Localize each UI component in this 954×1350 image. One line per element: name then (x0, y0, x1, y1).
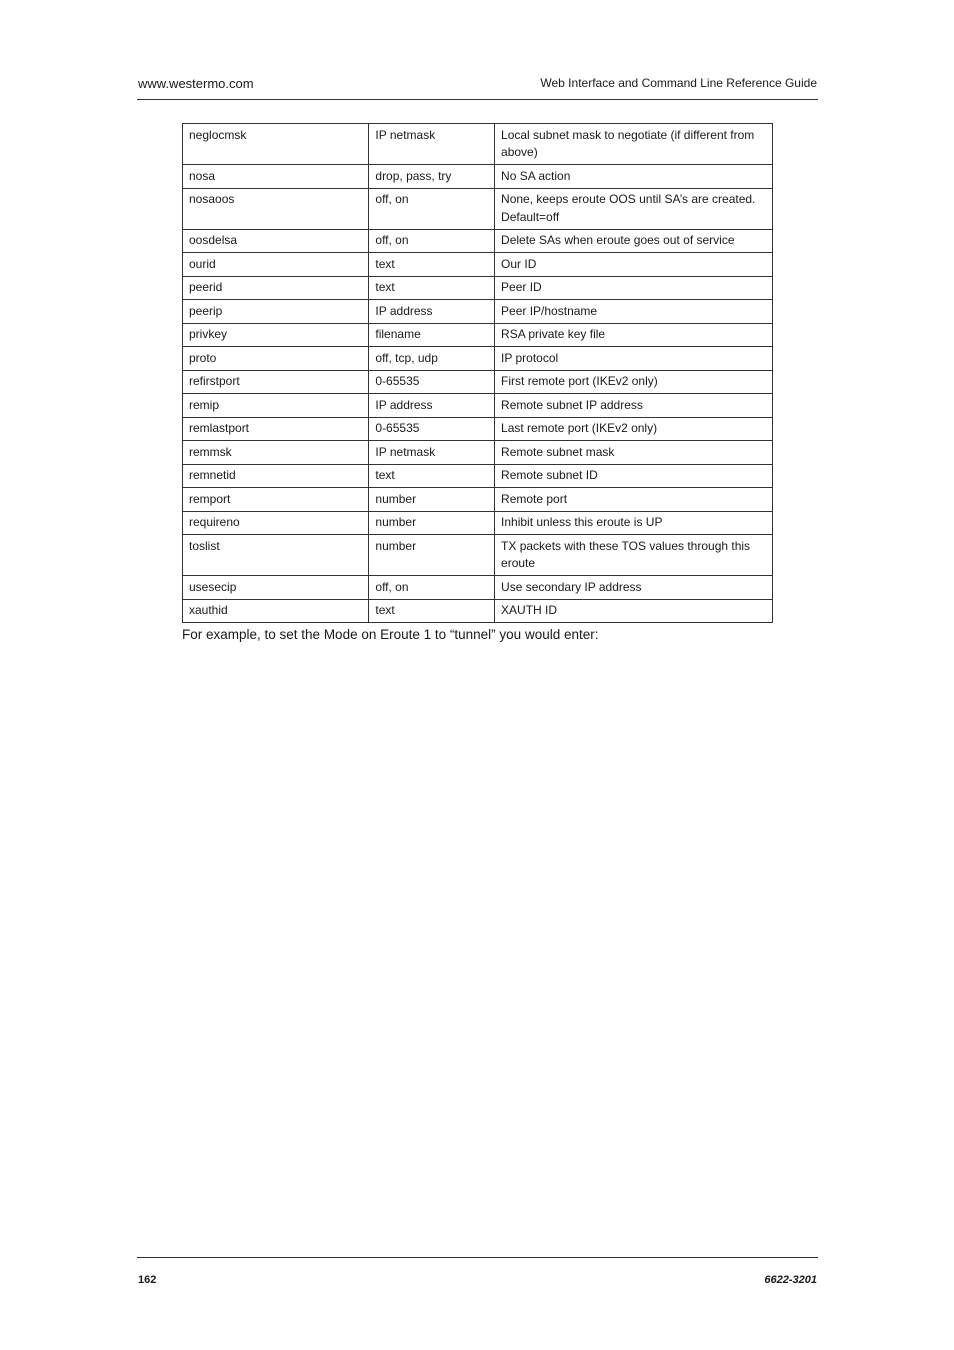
table-row (183, 347, 773, 371)
param-cell: peerip (183, 300, 369, 324)
param-cell: remnetid (183, 464, 369, 488)
param-cell: ourid (183, 253, 369, 277)
param-cell: requireno (183, 511, 369, 535)
table-row (183, 276, 773, 300)
type-cell: off, on (369, 188, 495, 229)
type-cell: 0-65535 (369, 417, 495, 441)
type-cell: drop, pass, try (369, 165, 495, 189)
table-row (183, 370, 773, 394)
parameter-table-body (183, 124, 773, 623)
description-cell: Peer IP/hostname (495, 300, 773, 324)
param-cell: xauthid (183, 599, 369, 623)
table-row (183, 576, 773, 600)
param-cell: neglocmsk (183, 124, 369, 165)
table-row (183, 165, 773, 189)
type-cell: IP address (369, 394, 495, 418)
description-cell: Our ID (495, 253, 773, 277)
param-cell: nosaoos (183, 188, 369, 229)
type-cell: IP netmask (369, 124, 495, 165)
table-row (183, 535, 773, 576)
table-row (183, 229, 773, 253)
footer-divider (137, 1257, 818, 1258)
table-row (183, 323, 773, 347)
description-cell: XAUTH ID (495, 599, 773, 623)
description-cell: Delete SAs when eroute goes out of service (495, 229, 773, 253)
param-cell: peerid (183, 276, 369, 300)
description-cell: TX packets with these TOS values through this eroute (495, 535, 773, 576)
param-cell: oosdelsa (183, 229, 369, 253)
example-paragraph: For example, to set the Mode on Eroute 1 to “tunnel” you would enter: (182, 627, 599, 642)
table-row (183, 488, 773, 512)
param-cell: toslist (183, 535, 369, 576)
table-row (183, 511, 773, 535)
param-cell: usesecip (183, 576, 369, 600)
type-cell: 0-65535 (369, 370, 495, 394)
param-cell: remlastport (183, 417, 369, 441)
param-cell: refirstport (183, 370, 369, 394)
type-cell: text (369, 464, 495, 488)
document-number: 6622-3201 (764, 1274, 817, 1286)
description-cell: Local subnet mask to negotiate (if different from above) (495, 124, 773, 165)
type-cell: text (369, 276, 495, 300)
description-cell: Remote subnet ID (495, 464, 773, 488)
type-cell: off, on (369, 576, 495, 600)
type-cell: off, on (369, 229, 495, 253)
description-cell: Peer ID (495, 276, 773, 300)
param-cell: remport (183, 488, 369, 512)
description-cell: First remote port (IKEv2 only) (495, 370, 773, 394)
table-row (183, 188, 773, 229)
header-site-url: www.westermo.com (138, 76, 254, 91)
description-cell: Use secondary IP address (495, 576, 773, 600)
param-cell: privkey (183, 323, 369, 347)
description-cell: Remote port (495, 488, 773, 512)
table-row (183, 394, 773, 418)
table-row (183, 464, 773, 488)
header-divider (137, 99, 818, 100)
table-row (183, 417, 773, 441)
param-cell: nosa (183, 165, 369, 189)
param-cell: remip (183, 394, 369, 418)
param-cell: remmsk (183, 441, 369, 465)
type-cell: off, tcp, udp (369, 347, 495, 371)
description-cell: IP protocol (495, 347, 773, 371)
parameter-table (182, 123, 773, 623)
type-cell: number (369, 488, 495, 512)
table-row (183, 300, 773, 324)
description-cell: Inhibit unless this eroute is UP (495, 511, 773, 535)
description-cell: RSA private key file (495, 323, 773, 347)
param-cell: proto (183, 347, 369, 371)
header-guide-title: Web Interface and Command Line Reference Guide (540, 76, 817, 90)
type-cell: number (369, 511, 495, 535)
type-cell: IP address (369, 300, 495, 324)
type-cell: number (369, 535, 495, 576)
description-cell: No SA action (495, 165, 773, 189)
page-number: 162 (138, 1274, 157, 1286)
type-cell: IP netmask (369, 441, 495, 465)
description-cell: None, keeps eroute OOS until SA’s are created. Default=off (495, 188, 773, 229)
type-cell: text (369, 599, 495, 623)
description-cell: Last remote port (IKEv2 only) (495, 417, 773, 441)
type-cell: text (369, 253, 495, 277)
description-cell: Remote subnet mask (495, 441, 773, 465)
type-cell: filename (369, 323, 495, 347)
table-row (183, 599, 773, 623)
table-row (183, 124, 773, 165)
description-cell: Remote subnet IP address (495, 394, 773, 418)
table-row (183, 441, 773, 465)
table-row (183, 253, 773, 277)
